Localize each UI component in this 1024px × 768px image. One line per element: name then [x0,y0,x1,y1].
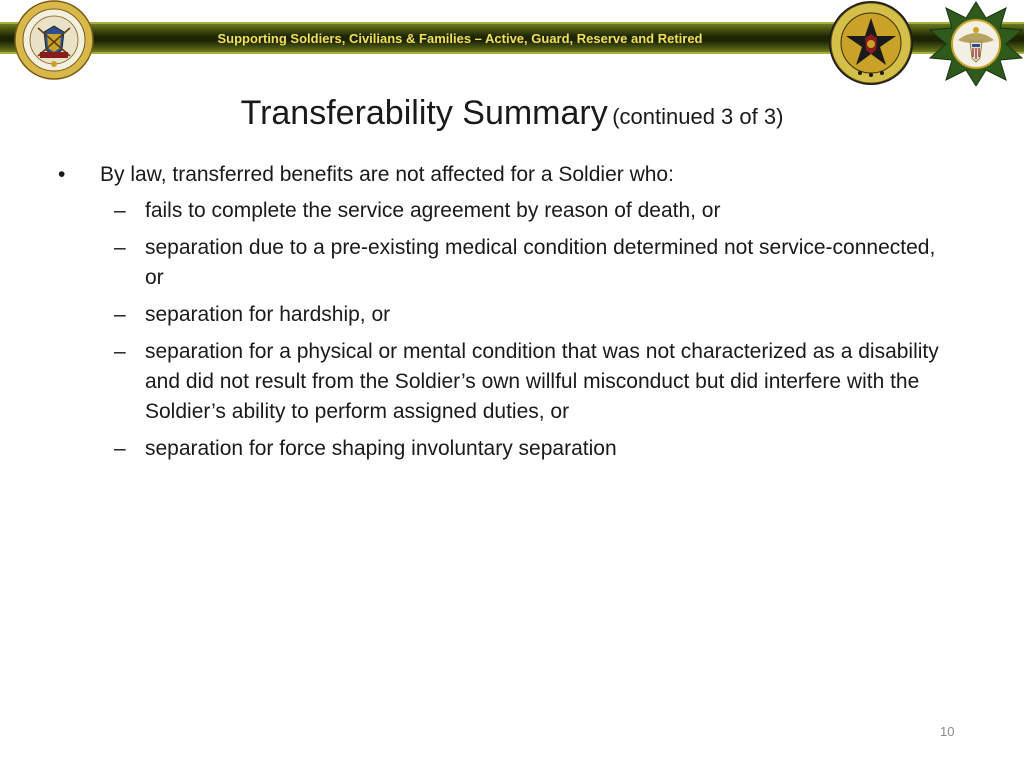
army-staff-identification-badge-icon [928,0,1024,86]
deputy-chief-of-staff-g1-seal-icon [828,0,914,86]
sub-bullet-item [58,337,958,427]
sub-bullet-text: separation for force shaping involuntary separation [145,437,617,460]
dash-marker: – [114,236,126,259]
title-continuation: (continued 3 of 3) [612,104,784,129]
sub-bullet-item [58,434,958,464]
dash-marker: – [114,437,126,460]
dash-marker: – [114,199,126,222]
title-main: Transferability Summary [240,94,608,132]
bullet-marker: • [58,163,66,186]
sub-bullet-text: separation for a physical or mental condition that was not characterized as a disability and did not result from the Soldier’s own willful misconduct but did interfere with the Soldier’s ability to perform assigned duties, or [145,340,939,423]
dash-marker: – [114,340,126,363]
slide-title [0,94,1024,133]
sub-bullet-item [58,196,958,226]
bullet-item [58,160,958,190]
department-of-the-army-seal-icon [14,0,94,80]
sub-bullet-item [58,233,958,293]
bullet-text: By law, transferred benefits are not affected for a Soldier who: [100,163,674,186]
sub-bullet-text: separation for hardship, or [145,303,391,326]
sub-bullet-text: fails to complete the service agreement by reason of death, or [145,199,721,222]
slide-body [58,160,958,471]
sub-bullet-text: separation due to a pre-existing medical condition determined not service-connected, or [145,236,936,289]
dash-marker: – [114,303,126,326]
page-number: 10 [940,724,955,739]
sub-bullet-item [58,300,958,330]
banner-tagline: Supporting Soldiers, Civilians & Families – Active, Guard, Reserve and Retired [217,31,703,46]
